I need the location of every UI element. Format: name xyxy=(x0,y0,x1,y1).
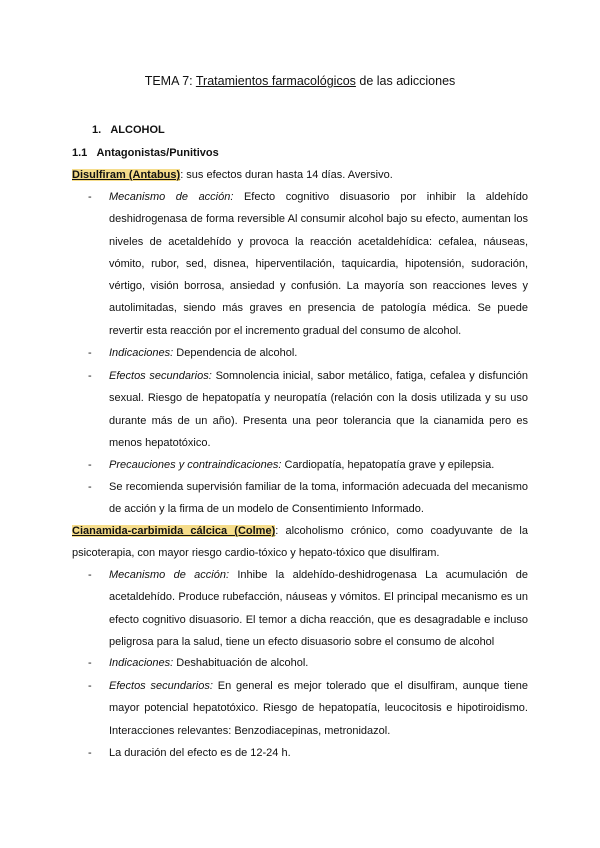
list-item: - Indicaciones: Dependencia de alcohol. xyxy=(88,347,298,359)
list-item: - Indicaciones: Deshabituación de alcohol. xyxy=(88,657,309,669)
section-heading: 1. ALCOHOL xyxy=(92,124,165,136)
list-item: - Precauciones y contraindicaciones: Cardiopatía, hepatopatía grave y epilepsia. xyxy=(88,459,495,471)
disulfiram-heading: Disulfiram (Antabus): sus efectos duran hasta 14 días. Aversivo. xyxy=(72,169,393,181)
list-item: - Se recomienda supervisión familiar de la toma, información adecuada del mecanismo de acción y la firma de un modelo de Consentimiento Informado. xyxy=(88,481,528,516)
disulfiram-name: Disulfiram (Antabus) xyxy=(72,169,181,181)
cianamida-name: Cianamida-carbimida cálcica (Colme) xyxy=(72,525,276,537)
list-item: - Mecanismo de acción: Inhibe la aldehído-deshidrogenasa La acumulación de acetaldehído. Produce rubefacción, náuseas y vómitos. El principal mecanismo es un efecto cognitivo disuasorio. El temor a dicha reacción, que es desagradable e incluso peligrosa para la salud, tiene un efecto disuasorio sobre el consumo de alcohol xyxy=(88,569,528,648)
list-item: - Mecanismo de acción: Efecto cognitivo disuasorio por inhibir la aldehído deshidrogenasa de forma reversible Al consumir alcohol bajo su efecto, aumentan los niveles de acetaldehído y provoca la reacción acetaldehídica: cefalea, náuseas, vómito, rubor, sed, disnea, hiperventilación, taquicardia, hipotensión, sudoración, vértigo, visión borrosa, ansiedad y confusión. La mayoría son reacciones leves y autolimitadas, siendo más graves en presencia de patología médica. Se puede revertir esta reacción por el incremento gradual del consumo de alcohol. xyxy=(88,191,528,337)
page-title: TEMA 7: Tratamientos farmacológicos de las adicciones xyxy=(144,74,456,88)
list-item: - Efectos secundarios: En general es mejor tolerado que el disulfiram, aunque tiene mayor potencial hepatotóxico. Riesgo de hepatopatía, leucocitosis e hipotiroidismo. Interacciones relevantes: Benzodiacepinas, metronidazol. xyxy=(88,680,528,737)
subsection-heading: 1.1 Antagonistas/Punitivos xyxy=(72,147,219,159)
list-item: - La duración del efecto es de 12-24 h. xyxy=(88,747,291,759)
cianamida-heading: Cianamida-carbimida cálcica (Colme): alcoholismo crónico, como coadyuvante de la psicoterapia, con mayor riesgo cardio-tóxico y hepato-tóxico que disulfiram. xyxy=(72,525,528,560)
title-underlined: Tratamientos farmacológicos xyxy=(195,74,356,88)
list-item: - Efectos secundarios: Somnolencia inicial, sabor metálico, fatiga, cefalea y disfunción sexual. Riesgo de hepatopatía y neuropatía (relación con la dosis utilizada y su uso durante más de un año). Presenta una peor tolerancia que la cianamida pero es menos hepatotóxico. xyxy=(88,370,528,449)
